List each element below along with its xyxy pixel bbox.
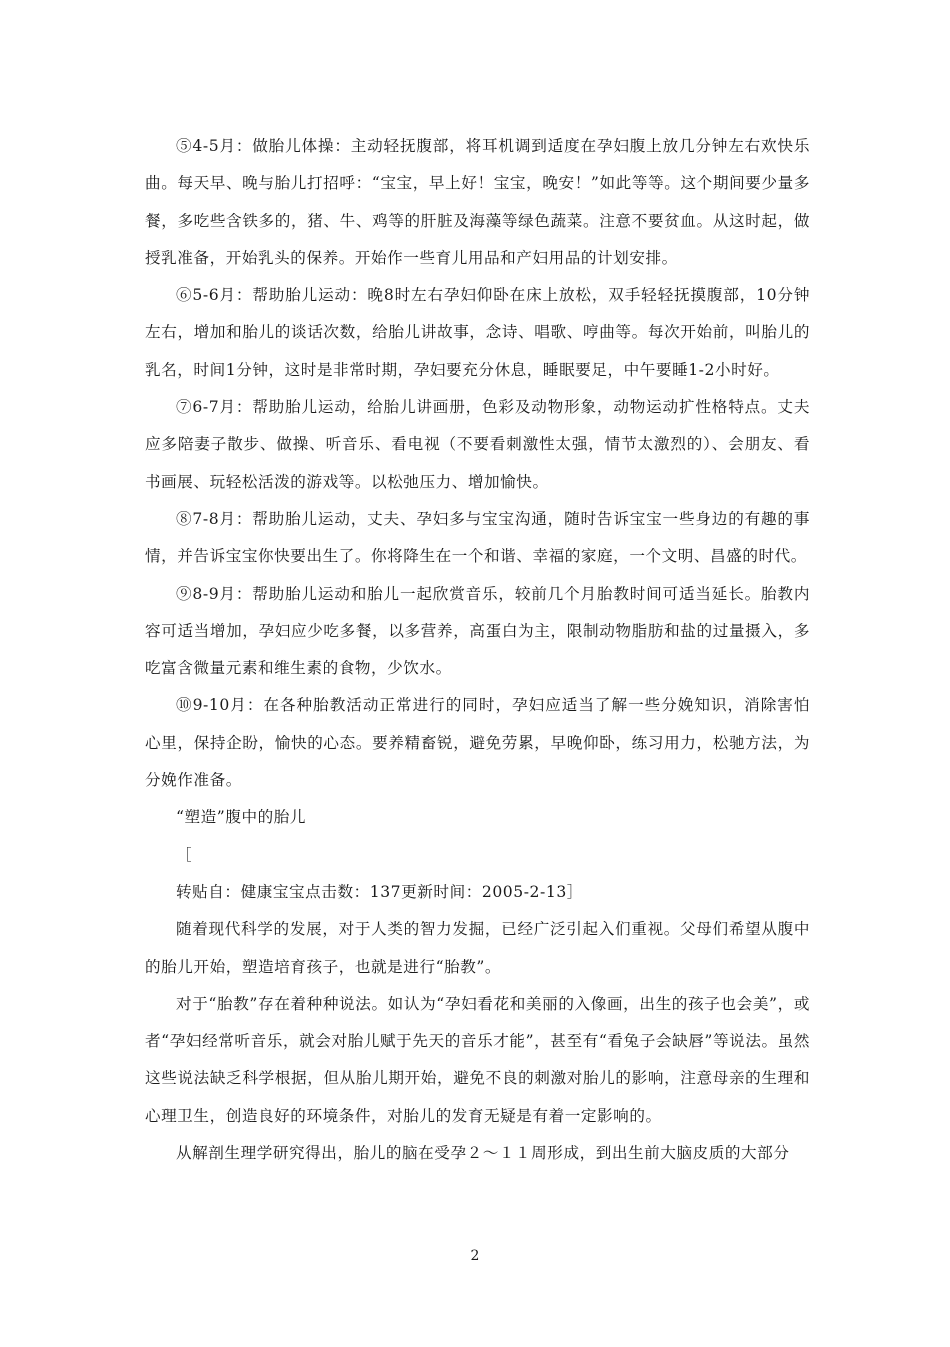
body-text [145, 128, 810, 1172]
article-title: “塑造”腹中的胎儿 [176, 808, 307, 827]
paragraph-month-8-9: ⑨8-9月：帮助胎儿运动和胎儿一起欣赏音乐，较前几个月胎教时间可适当延长。胎教内容可适当增加，孕妇应少吃多餐，以多营养，高蛋白为主，限制动物脂肪和盐的过量摄入，多吃富含微量元素和维生素的食物，少饮水。 [145, 584, 810, 678]
bracket-open: ［ [176, 845, 193, 864]
paragraph-intro: 随着现代科学的发展，对于人类的智力发掘，已经广泛引起入们重视。父母们希望从腹中的胎儿开始，塑造培育孩子，也就是进行“胎教”。 [145, 920, 810, 976]
paragraph-month-5-6: ⑥5-6月：帮助胎儿运动：晚8时左右孕妇仰卧在床上放松，双手轻轻抚摸腹部，10分钟左右，增加和胎儿的谈话次数，给胎儿讲故事，念诗、唱歌、哼曲等。每次开始前，叫胎儿的乳名，时间1分钟，这时是非常时期，孕妇要充分休息，睡眠要足，中午要睡1-2小时好。 [145, 286, 810, 379]
paragraph-sayings: 对于“胎教”存在着种种说法。如认为“孕妇看花和美丽的入像画，出生的孩子也会美”，或者“孕妇经常听音乐，就会对胎儿赋于先天的音乐才能”，甚至有“看兔子会缺唇”等说法。虽然这些说法缺乏科学根据，但从胎儿期开始，避免不良的刺激对胎儿的影响，注意母亲的生理和心理卫生，创造良好的环境条件，对胎儿的发育无疑是有着一定影响的。 [145, 994, 810, 1125]
paragraph-month-9-10: ⑩9-10月：在各种胎教活动正常进行的同时，孕妇应适当了解一些分娩知识，消除害怕心里，保持企盼，愉快的心态。要养精畜锐，避免劳累，早晚仰卧，练习用力，松驰方法，为分娩作准备。 [145, 696, 810, 790]
paragraph-month-4-5: ⑤4-5月：做胎儿体操：主动轻抚腹部，将耳机调到适度在孕妇腹上放几分钟左右欢快乐曲。每天早、晚与胎儿打招呼：“宝宝，早上好！宝宝，晚安！”如此等等。这个期间要少量多餐，多吃些含铁多的，猪、牛、鸡等的肝脏及海藻等绿色蔬菜。注意不要贫血。从这时起，做授乳准备，开始乳头的保养。开始作一些育儿用品和产妇用品的计划安排。 [145, 137, 810, 267]
paragraph-anatomy: 从解剖生理学研究得出，胎儿的脑在受孕２～１１周形成，到出生前大脑皮质的大部分 [176, 1144, 790, 1163]
paragraph-month-6-7: ⑦6-7月：帮助胎儿运动，给胎儿讲画册，色彩及动物形象，动物运动扩性格特点。丈夫应多陪妻子散步、做操、听音乐、看电视（不要看刺激性太强，情节太激烈的）、会朋友、看书画展、玩轻松活泼的游戏等。以松弛压力、增加愉快。 [145, 398, 810, 491]
article-source-line: 转贴自：健康宝宝点击数：137更新时间：2005-2-13］ [176, 882, 583, 901]
paragraph-month-7-8: ⑧7-8月：帮助胎儿运动，丈夫、孕妇多与宝宝沟通，随时告诉宝宝一些身边的有趣的事情，并告诉宝宝你快要出生了。你将降生在一个和谐、幸福的家庭，一个文明、昌盛的时代。 [145, 509, 810, 566]
page-number: 2 [470, 1248, 480, 1264]
